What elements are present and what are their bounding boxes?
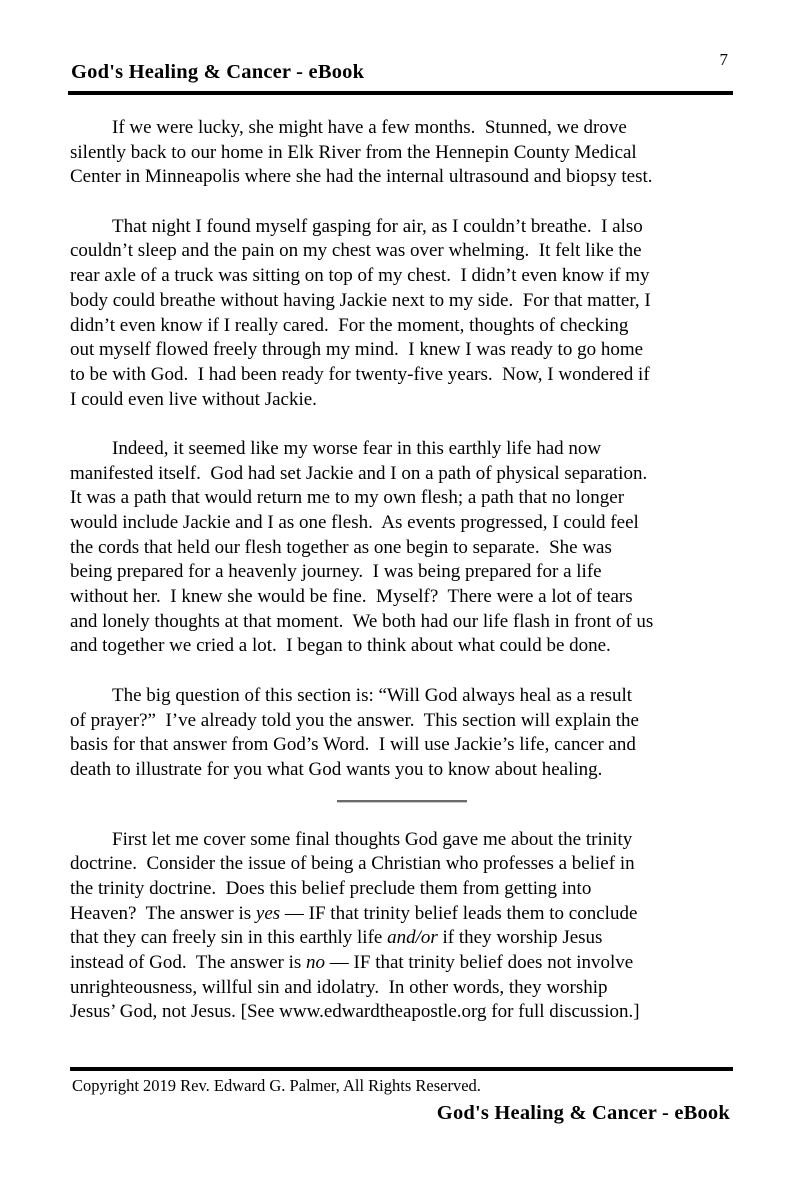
text-line: of prayer?” I’ve already told you the answer. This section will explain the <box>70 709 639 731</box>
paragraph <box>70 684 733 783</box>
header-title: God's Healing & Cancer - eBook <box>71 61 365 83</box>
text-line: I could even live without Jackie. <box>70 388 317 410</box>
text-line: didn’t even know if I really cared. For the moment, thoughts of checking <box>70 314 629 336</box>
text-line: doctrine. Consider the issue of being a Christian who professes a belief in <box>70 853 635 875</box>
text-line: the cords that held our flesh together as one begin to separate. She was <box>70 536 612 558</box>
section-separator-rule <box>337 800 467 803</box>
paragraph <box>70 828 733 1026</box>
text-line: That night I found myself gasping for air, as I couldn’t breathe. I also <box>112 215 643 237</box>
header-rule <box>68 91 733 95</box>
text-line: that they can freely sin in this earthly life and/or if they worship Jesus <box>70 927 603 949</box>
text-line: unrighteousness, willful sin and idolatry. In other words, they worship <box>70 976 608 998</box>
paragraph <box>70 437 733 659</box>
text-line: manifested itself. God had set Jackie and I on a path of physical separation. <box>70 462 648 484</box>
text-line: rear axle of a truck was sitting on top of my chest. I didn’t even know if my <box>70 265 650 287</box>
text-line: If we were lucky, she might have a few months. Stunned, we drove <box>112 117 627 138</box>
text-line: Indeed, it seemed like my worse fear in this earthly life had now <box>112 437 602 459</box>
text-line: and together we cried a lot. I began to think about what could be done. <box>70 635 611 657</box>
text-line: silently back to our home in Elk River from the Hennepin County Medical <box>70 141 637 163</box>
text-line: basis for that answer from God’s Word. I will use Jackie’s life, cancer and <box>70 734 636 756</box>
text-line: couldn’t sleep and the pain on my chest was over whelming. It felt like the <box>70 240 642 262</box>
text-line: The big question of this section is: “Will God always heal as a result <box>112 684 633 706</box>
text-line: First let me cover some final thoughts God gave me about the trinity <box>112 828 633 850</box>
text-line: Center in Minneapolis where she had the internal ultrasound and biopsy test. <box>70 166 653 188</box>
italic-text: no <box>306 952 326 973</box>
text-line: and lonely thoughts at that moment. We both had our life flash in front of us <box>70 610 654 632</box>
body-text <box>70 116 733 1025</box>
text-line: Jesus’ God, not Jesus. [See www.edwardtheapostle.org for full discussion.] <box>70 1001 640 1023</box>
footer-copyright: Copyright 2019 Rev. Edward G. Palmer, All Rights Reserved. <box>72 1076 481 1095</box>
footer-rule <box>70 1067 733 1071</box>
text-line: being prepared for a heavenly journey. I was being prepared for a life <box>70 561 602 583</box>
text-line: to be with God. I had been ready for twenty-five years. Now, I wondered if <box>70 363 650 385</box>
text-line: the trinity doctrine. Does this belief preclude them from getting into <box>70 877 592 899</box>
text-line: death to illustrate for you what God wants you to know about healing. <box>70 758 603 780</box>
paragraph <box>70 116 733 190</box>
text-line: without her. I knew she would be fine. Myself? There were a lot of tears <box>70 586 633 608</box>
text-line: Heaven? The answer is yes — IF that trinity belief leads them to conclude <box>70 902 638 924</box>
text-line: out myself flowed freely through my mind. I knew I was ready to go home <box>70 339 644 361</box>
footer-title: God's Healing & Cancer - eBook <box>436 1102 730 1124</box>
text-line: instead of God. The answer is no — IF that trinity belief does not involve <box>70 952 634 973</box>
italic-text: and/or <box>387 927 438 949</box>
italic-text: yes <box>255 902 281 924</box>
page-number: 7 <box>719 50 728 69</box>
text-line: It was a path that would return me to my own flesh; a path that no longer <box>70 487 625 509</box>
text-line: would include Jackie and I as one flesh. As events progressed, I could feel <box>70 512 639 533</box>
paragraph <box>70 215 733 413</box>
text-line: body could breathe without having Jackie next to my side. For that matter, I <box>70 289 651 311</box>
